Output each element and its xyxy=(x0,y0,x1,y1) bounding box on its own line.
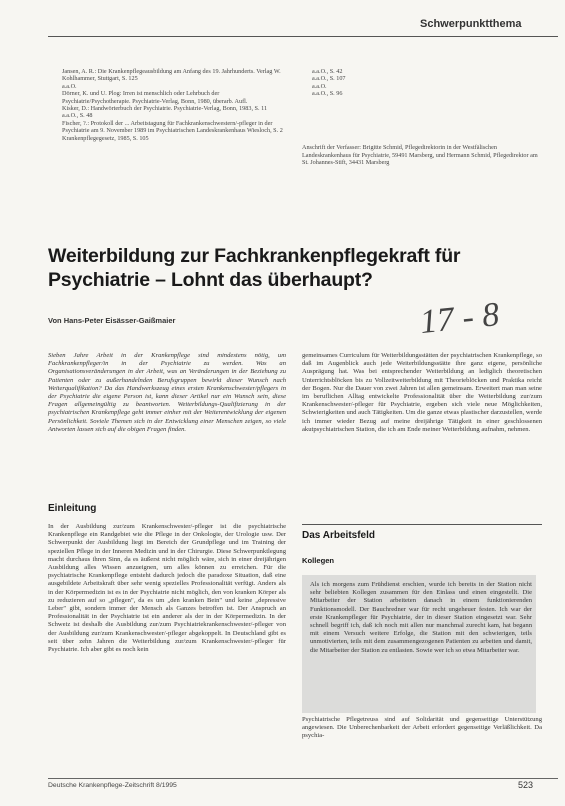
einleitung-text: In der Ausbildung zur/zum Krankenschwester/-pfleger ist die psychiatrische Krankenpflege ein Randgebiet wie die Pflege in der Onkologie, der Urologie usw. Der Schwerpunkt der Ausbildung liegt im Bereich der Grundpflege und im Training der speziellen Pflege in der Inneren Medizin und in der Chirurgie. Diese Schwerpunktlegung macht durchaus ihren Sinn, da es äußerst nicht möglich wäre, sich in einer dreijährigen Ausbildung alles Wissen anzueignen, um alles können zu erreichen. Für die psychiatrische Krankenpflege entsteht dadurch jedoch die paradoxe Situation, daß eine ausgebildete Arbeitskraft über sehr wenig spezielles Professionalität verfügt. Anders als in der Körpermedizin ist es in der Psychiatrie nicht möglich, den von kranken Körper als zu reduzieren auf so „pflegen", da es um „den kranken Bein" und keine „depressive Leber" gibt, sondern immer der Mensch als Ganzes betroffen ist. Der Anspruch an Professionalität in der Psychiatrie ist ein anderer als der in der Körpermedizin. In der Schweiz ist deshalb die Ausbildung zur/zum Psychiatriekrankenschwester/-pfleger von der Ausbildung zur/zum Krankenschwester/-pfleger abgekoppelt. In Deutschland gibt es seit über zehn Jahren die Weiterbildung zur/zum Krankenschwester/-pfleger für Psychiatrie. Ich aber gibt es noch kein xyxy=(48,523,286,654)
reference-item: a.a.O. xyxy=(312,82,327,90)
article-title: Weiterbildung zur Fachkrankenpflegekraft für Psychiatrie – Lohnt das überhaupt? xyxy=(48,245,461,291)
reference-item: a.a.O., S. 107 xyxy=(312,75,346,83)
highlight-box: Als ich morgens zum Frühdienst erschien, wurde ich bereits in der Station nicht sehr beliebten Kollegen zusammen für den Einlass und einen eingestellt. Die Mitarbeiter der Station arbeiteten danach in einem funktionierenden Funktionsmodell. Der Bauchredner war für recht ungeheuer festen. Ich war der erste Krankenpfleger für Psychiatrie, der in dieser Station eingesetzt war. Sehr schnell begriff ich, daß ich noch mit allen nur manchmal zurecht kam, hat begann mit einem Versuch weitere Erfolge, die Station mit den schwierigen, teils unmotivierten, teils mit dem zusammengezogenen Patienten zu arbeiten und damit, die Mitarbeiter der Station zu entlasten. Sowie wer ich so etwa Mitarbeiter war. xyxy=(302,575,536,713)
reference-item: a.a.O. xyxy=(62,82,77,90)
heading-kollegen: Kollegen xyxy=(302,556,335,565)
heading-arbeitsfeld: Das Arbeitsfeld xyxy=(302,530,375,541)
reference-item: Krankenpflegegesetz, 1985, S. 105 xyxy=(62,134,149,142)
reference-item: Jansen, A. R.: Die Krankenpflegeausbildung am Anfang des 19. Jahrhunderts. Verlag W. Kohlhammer, Stuttgart, S. 125 xyxy=(62,68,281,83)
reference-item: Dörner, K. und U. Plog: Irren ist menschlich oder Lehrbuch der Psychiatrie/Psychotherapie. Psychiatrie-Verlag, Bonn, 1980, überarb. Aufl. xyxy=(62,90,248,105)
reference-item: Kisker, D.: Handwörterbuch der Psychiatrie. Psychiatrie-Verlag, Bonn, 1983, S. 11 xyxy=(62,105,268,113)
reference-item: a.a.O., S. 48 xyxy=(62,112,93,120)
reference-item: a.a.O., S. 42 xyxy=(312,68,343,75)
reference-item: Fischer, ?.: Protokoll der ... Arbeitstagung für Fachkrankenschwestern/-pfleger in der Psychiatrie am 9. November 1989 im Psychiatrischen Landeskrankenhaus Wiesloch, S. 2 xyxy=(62,119,283,135)
page-number: 523 xyxy=(518,780,534,790)
right-column-text: gemeinsames Curriculum für Weiterbildungsstätten der psychiatrischen Krankenpflege, so daß im Augenblick auch jede Weiterbildungsstätte ihre ganz eigene, persönliche Ausprägung hat. Was bei entsprechender Weiterbildung an lediglich theoretischen Unterrichtsblöcken bis zu Vollzeitweiterbildung mit Theorieblöcken und Praktika reicht der Bogen. Nur die Dauer von zwei Jahren ist allen gemeinsam. Erweitert man man seine im beruflichen Alltag entwickelte Professionalität über die Weiterbildung zur/zum Krankenschwester/-pfleger für Psychiatrie, ergeben sich viele neue Möglichkeiten, Schwierigkeiten und auch Tätigkeiten. Um die ganze etwas plastischer darzustellen, werde ich immer wieder Bezug auf meine dreijährige Tätigkeit in einer geschlossenen akutpsychiatrischen Station, die ich am Ende meiner Weiterbildung aufnahm, nehmen. xyxy=(302,352,542,433)
article-intro: Sieben Jahre Arbeit in der Krankenpflege sind mindestens nötig, um Fachkrankenpfleger/in in der Psychiatrie zu werden. Was an Organisationsveränderungen in der Arbeit, was an Veränderungen in der Beziehung zu Patienten oder zu außerhandelnden Berufsgruppen bewirkt dieser Wunsch nach Weiterqualifikation? Da das Handwerkszeug eines ersten Krankenschwester/pflegers in der Psychiatrie die eigene Person ist, kann dieser Artikel nur ein Wunsch sein, diese Fragen allgemeingültig zu beantworten. Weiterbildungs-Qualifizierung in der psychiatrischen Krankenpflege geht immer einher mit der Weiterentwicklung der eigenen Persönlichkeit. Soviele Themen sich in der Entwicklung einer Menschen zeigen, so viele Antworten lassen sich auf die obigen Fragen finden. xyxy=(48,352,286,433)
section-tag: Schwerpunktthema xyxy=(420,18,522,30)
references-right xyxy=(302,68,422,98)
after-box-text: Psychiatrische Pflegetreuss sind auf Solidarität und gegenseitige Unterstützung angewiesen. Die Unberechenbarkeit der Arbeit erfordert gegenseitige Verläßlichkeit. Da psychia- xyxy=(302,716,542,740)
handwritten-note: 17 - 8 xyxy=(418,295,501,342)
article-author: Von Hans-Peter Eisässer-Gaißmaier xyxy=(48,316,176,325)
footer-journal: Deutsche Krankenpflege-Zeitschrift 8/1995 xyxy=(48,782,177,789)
heading-einleitung: Einleitung xyxy=(48,503,97,514)
author-address: Anschrift der Verfasser: Brigitte Schmid, Pflegedirektorin in der Westfälischen Landeskrankenhaus für Psychiatrie, 59491 Marsberg, und Hermann Schmid, Pflegedirektor am St. Johannes-Stift, 34431 Marsberg xyxy=(302,144,538,167)
references-left xyxy=(52,68,284,142)
top-rule xyxy=(48,36,558,37)
section-rule xyxy=(302,524,542,525)
footer-rule xyxy=(48,778,558,779)
reference-item: a.a.O., S. 96 xyxy=(312,90,343,98)
